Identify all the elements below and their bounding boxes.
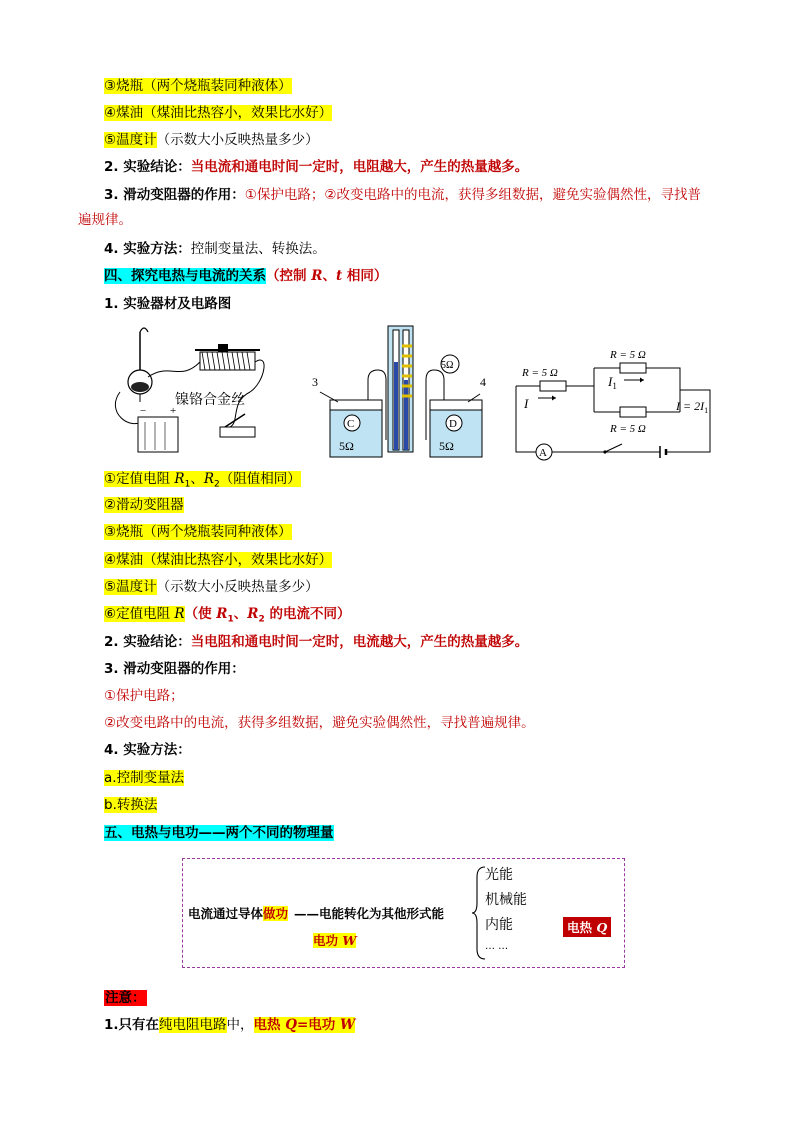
list-item-flask: ③烧瓶（两个烧瓶装同种液体） xyxy=(104,78,292,94)
terminal-3: 3 xyxy=(312,375,318,389)
energy-form-item: 机械能 xyxy=(485,892,527,908)
rheostat2-title: 3. 滑动变阻器的作用： xyxy=(104,661,245,677)
method2-a: a.控制变量法 xyxy=(104,770,185,786)
ammeter-label: A xyxy=(539,447,547,459)
list2-item-2: ②滑动变阻器 xyxy=(104,497,184,513)
top-resistor-label: 5Ω xyxy=(441,360,454,371)
energy-form-item: 光能 xyxy=(485,867,513,883)
list-item-thermometer: ⑤温度计（示数大小反映热量多少） xyxy=(104,132,319,148)
nichrome-label: 镍铬合金丝 xyxy=(175,393,245,408)
energy-form-item: 内能 xyxy=(485,917,513,933)
rheostat2-item-2: ②改变电路中的电流，获得多组数据，避免实验偶然性，寻找普遍规律。 xyxy=(104,715,535,731)
note-line: 1.只有在纯电阻电路中，电热 Q=电功 W xyxy=(104,1017,356,1033)
flask-c-label: C xyxy=(347,418,355,430)
resistor-bottom-label: R = 5 Ω xyxy=(610,423,646,435)
rheostat-line-cont: 遍规律。 xyxy=(78,212,132,228)
method2-title: 4. 实验方法： xyxy=(104,742,191,758)
section5-heading: 五、电热与电功——两个不同的物理量 xyxy=(104,825,334,841)
heat-badge: 电热 Q xyxy=(563,917,611,937)
flask-figure xyxy=(308,322,498,462)
method2-b: b.转换法 xyxy=(104,797,158,813)
list2-item-1: ①定值电阻 $R_1$、$R_2$（阻值相同） xyxy=(104,471,301,490)
current-equation: $I = 2I_1$ xyxy=(676,399,709,415)
battery-minus: − xyxy=(140,405,147,417)
energy-forms-list xyxy=(485,863,527,956)
section4-heading: 四、探究电热与电流的关系（控制 R、t 相同） xyxy=(104,268,388,284)
terminal-4: 4 xyxy=(480,375,486,389)
circuit-figure xyxy=(510,346,715,462)
equipment-title: 1. 实验器材及电路图 xyxy=(104,296,232,312)
flask-d-label: D xyxy=(449,418,457,430)
rheostat-line: 3. 滑动变阻器的作用：①保护电路；②改变电路中的电流，获得多组数据，避免实验偶然性，寻找普 xyxy=(104,187,701,203)
apparatus-figure xyxy=(100,322,300,462)
concept-left-text: 电流通过导体做功 ——电能转化为其他形式能 xyxy=(188,906,445,921)
list-item-kerosene: ④煤油（煤油比热容小，效果比水好） xyxy=(104,105,333,121)
list2-item-3: ③烧瓶（两个烧瓶装同种液体） xyxy=(104,524,292,540)
method-line: 4. 实验方法：控制变量法、转换法。 xyxy=(104,241,326,257)
flask-d-resistance: 5Ω xyxy=(439,439,454,453)
concept-box xyxy=(182,858,625,968)
current-i1-label: $I_1$ xyxy=(608,374,617,391)
note-label: 注意： xyxy=(105,990,146,1006)
flask-c-resistance: 5Ω xyxy=(339,439,354,453)
work-label: 电功 W xyxy=(313,933,357,948)
list2-item-4: ④煤油（煤油比热容小，效果比水好） xyxy=(104,552,333,568)
energy-form-item: … … xyxy=(485,941,509,952)
resistor-left-label: R = 5 Ω xyxy=(522,367,558,379)
current-i-label: I xyxy=(524,396,529,411)
conclusion-line: 2. 实验结论：当电流和通电时间一定时，电阻越大，产生的热量越多。 xyxy=(104,159,529,175)
resistor-top-label: R = 5 Ω xyxy=(610,349,646,361)
list2-item-5: ⑤温度计（示数大小反映热量多少） xyxy=(104,579,319,595)
battery-plus: + xyxy=(170,405,177,417)
rheostat2-item-1: ①保护电路； xyxy=(104,688,184,704)
list2-item-6: ⑥定值电阻 R（使 $R_1$、$R_2$ 的电流不同） xyxy=(104,606,351,625)
conclusion2-line: 2. 实验结论：当电阻和通电时间一定时，电流越大，产生的热量越多。 xyxy=(104,634,529,650)
